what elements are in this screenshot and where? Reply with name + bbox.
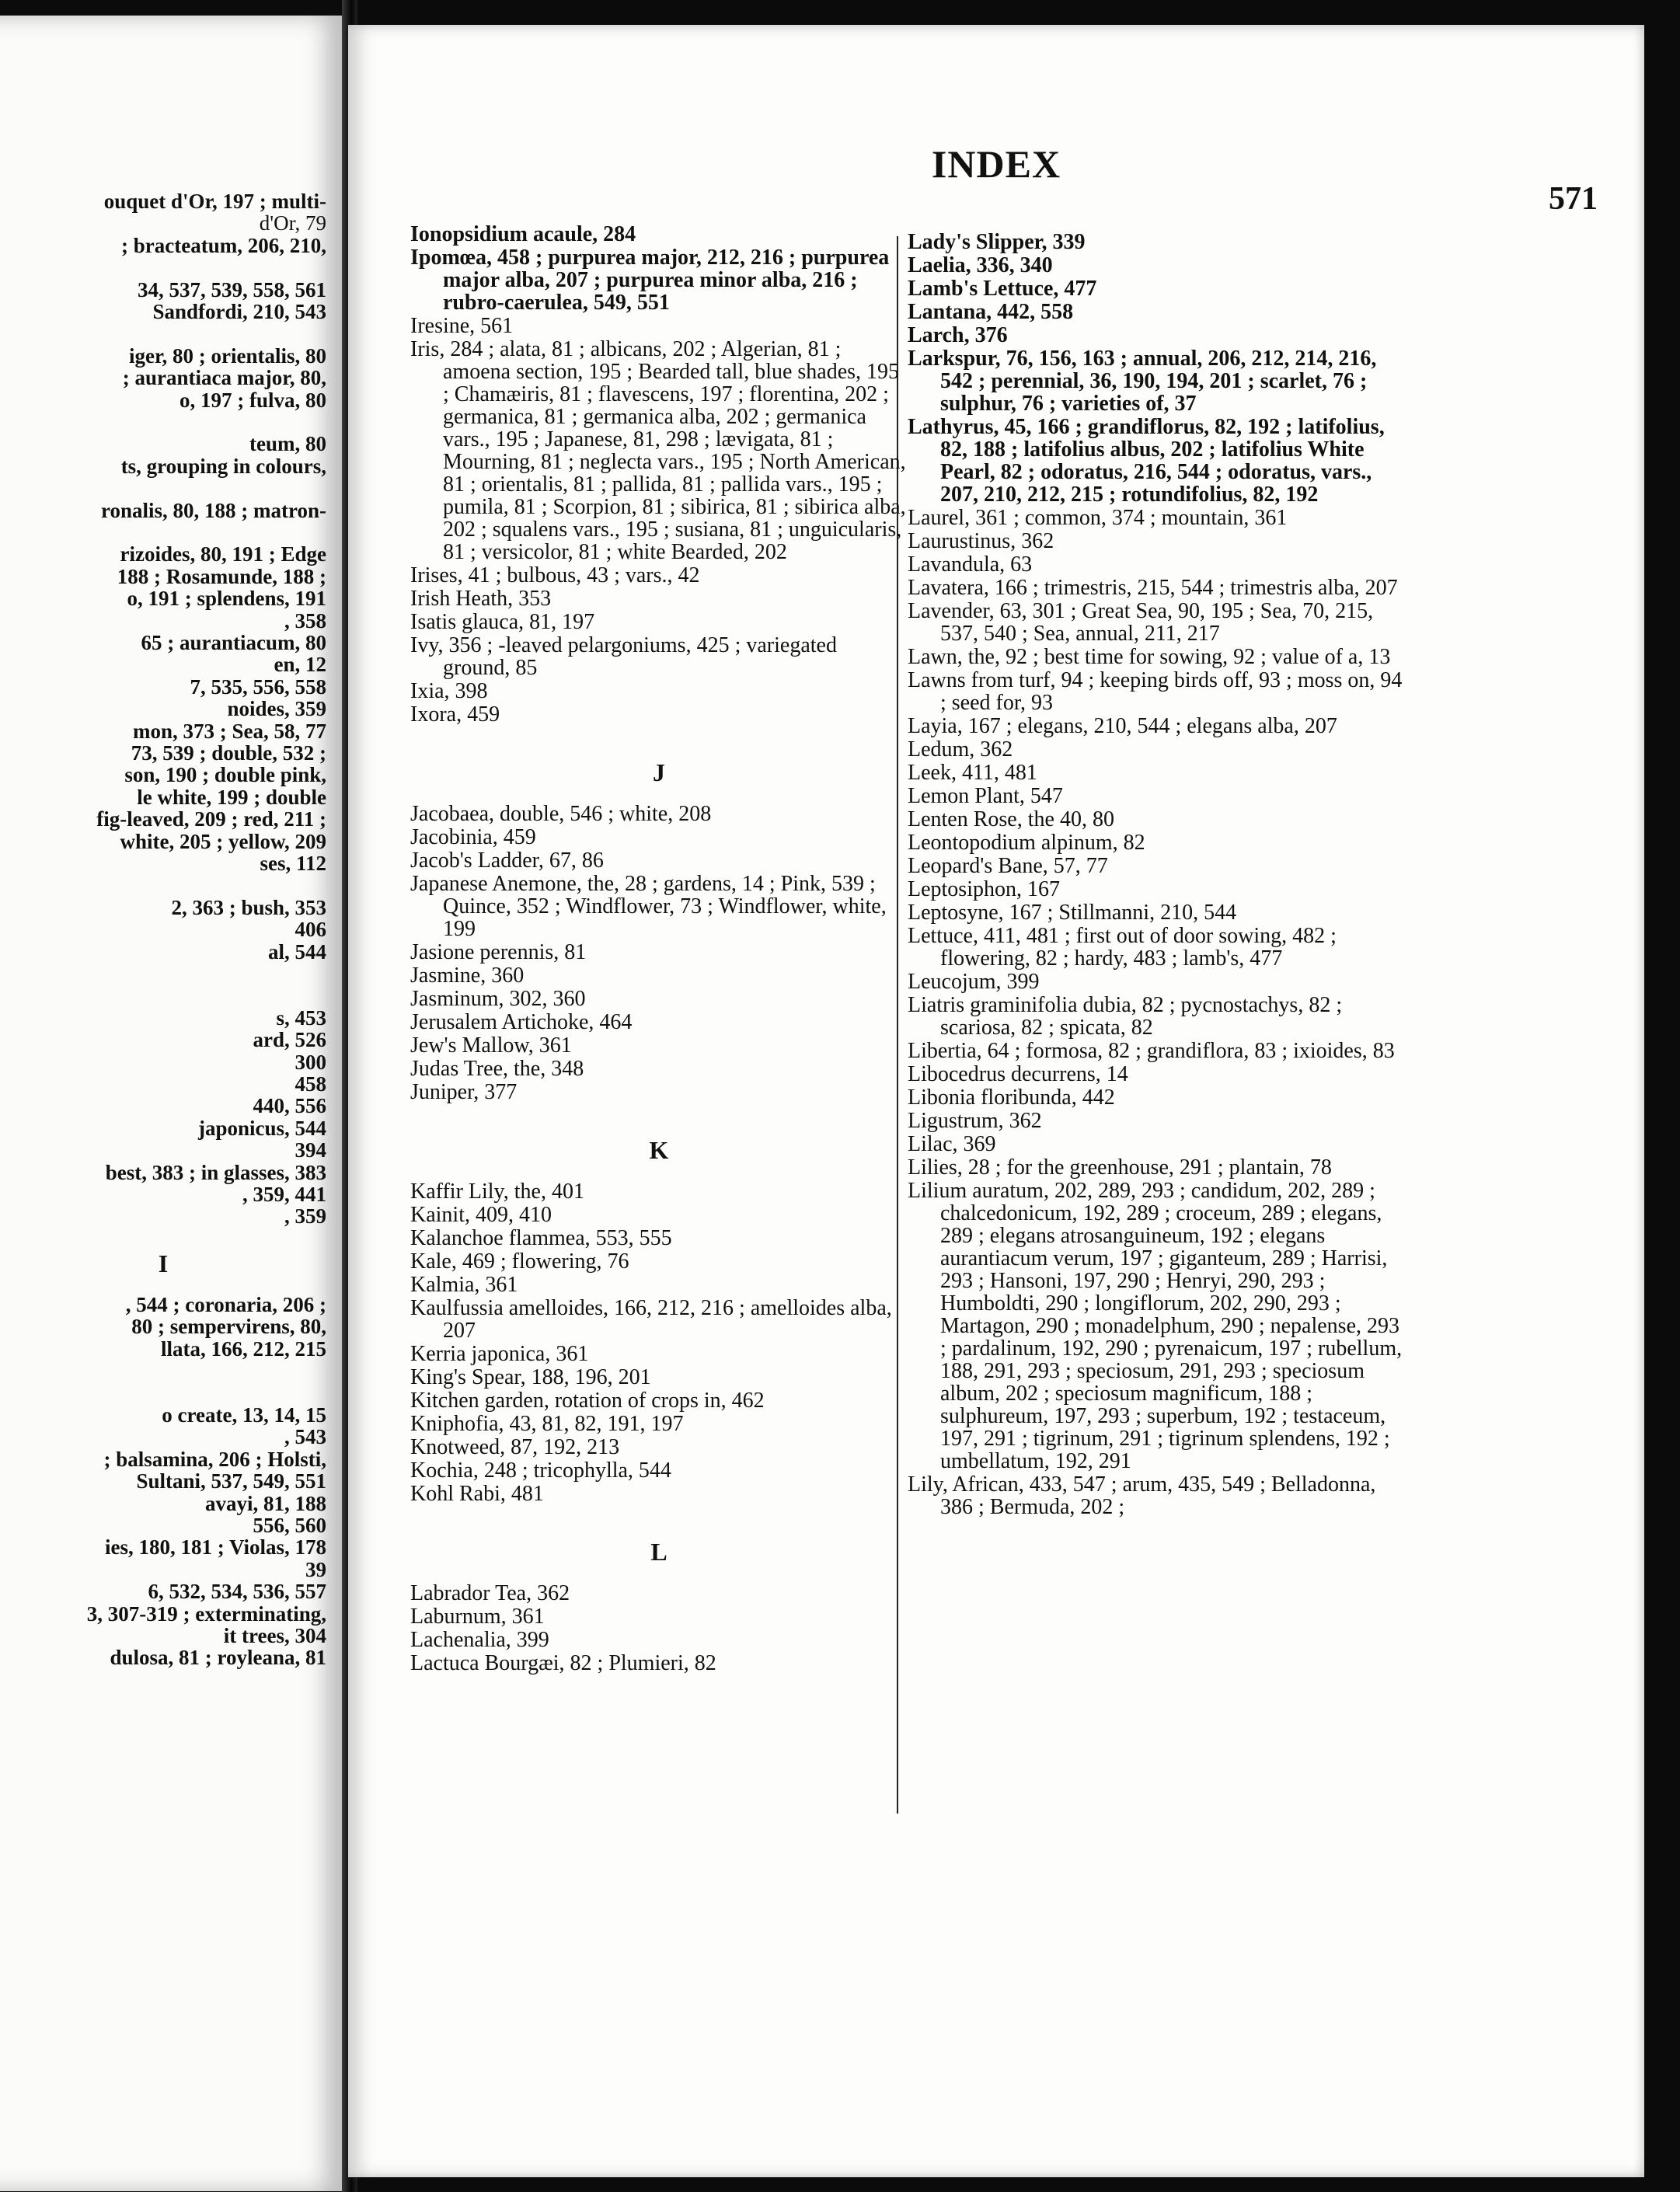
index-entry: Kohl Rabi, 481 — [410, 1482, 544, 1506]
left-page-line: , 359 — [284, 1204, 326, 1228]
index-entry: Ionopsidium acaule, 284 — [410, 222, 636, 246]
index-entry: Laurel, 361 ; common, 374 ; mountain, 361 — [908, 506, 1288, 530]
left-page-line: en, 12 — [274, 653, 326, 677]
left-page-line: le white, 199 ; double — [137, 785, 326, 809]
index-entry: Lactuca Bourgæi, 82 ; Plumieri, 82 — [410, 1651, 716, 1675]
index-entry: Layia, 167 ; elegans, 210, 544 ; elegans alba, 207 — [908, 714, 1337, 738]
left-page-line: ard, 526 — [253, 1028, 326, 1052]
section-letter-l: L — [650, 1538, 667, 1566]
left-page-line: 2, 363 ; bush, 353 — [171, 895, 326, 919]
left-page-line: ies, 180, 181 ; Violas, 178 — [104, 1535, 326, 1559]
index-entry: Libocedrus decurrens, 14 — [908, 1062, 1128, 1086]
left-page-line: o, 191 ; splendens, 191 — [127, 587, 326, 611]
left-page-line: 188 ; Rosamunde, 188 ; — [117, 564, 326, 588]
index-entry: Lemon Plant, 547 — [908, 784, 1063, 808]
section-letter-i: I — [158, 1249, 169, 1278]
index-entry: Jacob's Ladder, 67, 86 — [410, 849, 604, 873]
index-entry: Irises, 41 ; bulbous, 43 ; vars., 42 — [410, 563, 700, 587]
index-entry: Jasminum, 302, 360 — [410, 987, 586, 1011]
right-page — [348, 25, 1644, 2177]
index-entry: Lavender, 63, 301 ; Great Sea, 90, 195 ; Sea, 70, 215, 537, 540 ; Sea, annual, 211, 217 — [908, 599, 1374, 646]
left-page-line: o, 197 ; fulva, 80 — [180, 388, 326, 412]
index-entry: Kaffir Lily, the, 401 — [410, 1180, 584, 1204]
left-page-line: 3, 307-319 ; exterminating, — [86, 1601, 326, 1626]
index-entry: Leptosyne, 167 ; Stillmanni, 210, 544 — [908, 901, 1237, 925]
section-letter-k: K — [649, 1136, 669, 1164]
index-entry: Lilies, 28 ; for the greenhouse, 291 ; plantain, 78 — [908, 1155, 1332, 1180]
index-entry: Isatis glauca, 81, 197 — [410, 610, 595, 634]
index-entry: Jacobinia, 459 — [410, 825, 536, 849]
left-page-line: dulosa, 81 ; royleana, 81 — [110, 1646, 326, 1670]
page-number: 571 — [1549, 181, 1598, 217]
index-entry: Iresine, 561 — [410, 314, 514, 338]
index-entry: Laelia, 336, 340 — [908, 253, 1053, 277]
index-entry: Ivy, 356 ; -leaved pelargoniums, 425 ; variegated ground, 85 — [410, 633, 837, 680]
index-entry: Kerria japonica, 361 — [410, 1342, 589, 1366]
left-page-line: , 544 ; coronaria, 206 ; — [125, 1293, 326, 1316]
index-entry: Leontopodium alpinum, 82 — [908, 831, 1145, 855]
index-entry: Kalanchoe flammea, 553, 555 — [410, 1226, 672, 1250]
left-page-line: mon, 373 ; Sea, 58, 77 — [133, 719, 326, 743]
left-page-line: iger, 80 ; orientalis, 80 — [129, 343, 326, 368]
left-page-line: best, 383 ; in glasses, 383 — [105, 1160, 326, 1184]
index-entry: Kainit, 409, 410 — [410, 1203, 552, 1227]
left-page-line: d'Or, 79 — [259, 211, 326, 235]
left-page-line: 73, 539 ; double, 532 ; — [131, 741, 326, 765]
page-header — [348, 141, 1644, 186]
left-page-line: , 359, 441 — [242, 1183, 326, 1206]
index-entry: Laurustinus, 362 — [908, 529, 1054, 553]
index-entry: Lilac, 369 — [908, 1132, 996, 1156]
index-column-right — [908, 231, 1405, 1519]
left-page-line: 65 ; aurantiacum, 80 — [141, 631, 326, 654]
index-entry: Lantana, 442, 558 — [908, 300, 1074, 324]
left-page-line: noides, 359 — [227, 697, 326, 721]
index-entry: Kochia, 248 ; tricophylla, 544 — [410, 1458, 671, 1483]
left-page-line: Sandfordi, 210, 543 — [152, 300, 326, 323]
left-page-line: 34, 537, 539, 558, 561 — [138, 277, 326, 301]
index-entry: Liatris graminifolia dubia, 82 ; pycnostachys, 82 ; scariosa, 82 ; spicata, 82 — [908, 993, 1343, 1040]
left-page-line: teum, 80 — [249, 432, 326, 456]
left-page-line: 80 ; sempervirens, 80, — [131, 1315, 326, 1339]
index-column-left — [410, 223, 908, 1675]
left-page-line: 556, 560 — [253, 1514, 326, 1537]
left-page-line: s, 453 — [276, 1005, 326, 1030]
left-page-line: it trees, 304 — [223, 1624, 326, 1647]
index-entry: Labrador Tea, 362 — [410, 1581, 570, 1605]
index-entry: Irish Heath, 353 — [410, 587, 552, 611]
left-page-line: llata, 166, 212, 215 — [161, 1336, 326, 1361]
index-entry: Lawns from turf, 94 ; keeping birds off, 93 ; moss on, 94 ; seed for, 93 — [908, 668, 1403, 715]
index-entry: Lilium auratum, 202, 289, 293 ; candidum, 202, 289 ; chalcedonicum, 192, 289 ; croceum, 289 ; elegans, 289 ; elegans atrosanguineum, 192 ; elegans aurantiacum verum, 197 ; giganteum, 289 ; Harrisi, 293 ; Hansoni, 197, 290 ; Henryi, 290, 293 ; Humboldti, 290 ; longiflorum, 202, 290, 293 ; Martagon, 290 ; monadelphum, 290 ; nepalense, 293 ; pardalinum, 192, 290 ; pyrenaicum, 197 ; rubellum, 188, 291, 293 ; speciosum, 291, 293 ; speciosum album, 202 ; speciosum magnificum, 188 ; sulphureum, 197, 293 ; superbum, 192 ; testaceum, 197, 291 ; tigrinum, 291 ; tigrinum splendens, 192 ; umbellatum, 192, 291 — [908, 1179, 1403, 1473]
entries-k — [410, 1180, 908, 1505]
left-page-line: 440, 556 — [253, 1094, 326, 1118]
index-entry: Judas Tree, the, 348 — [410, 1057, 584, 1081]
left-page-line: ses, 112 — [260, 852, 326, 875]
left-page-line: avayi, 81, 188 — [204, 1491, 326, 1515]
left-page-line: 7, 535, 556, 558 — [190, 674, 326, 699]
left-page-line: rizoides, 80, 191 ; Edge — [120, 542, 326, 566]
index-entry: Larkspur, 76, 156, 163 ; annual, 206, 212, 214, 216, 542 ; perennial, 36, 190, 194, 201 ; scarlet, 76 ; sulphur, 76 ; varieties of, 37 — [908, 347, 1377, 416]
left-page-line: 6, 532, 534, 536, 557 — [148, 1580, 326, 1604]
index-entry: Leopard's Bane, 57, 77 — [908, 854, 1108, 878]
left-page-line: ; balsamina, 206 ; Holsti, — [103, 1447, 326, 1471]
index-entry: Lachenalia, 399 — [410, 1628, 549, 1652]
index-entry: Kale, 469 ; flowering, 76 — [410, 1249, 629, 1274]
index-entry: Juniper, 377 — [410, 1080, 518, 1104]
index-entry: Kalmia, 361 — [410, 1273, 518, 1297]
index-entry: Lavandula, 63 — [908, 552, 1033, 577]
left-page-line: ts, grouping in colours, — [120, 454, 326, 478]
index-entry: Knotweed, 87, 192, 213 — [410, 1435, 620, 1459]
index-entry: Lamb's Lettuce, 477 — [908, 277, 1097, 301]
index-entry: Lawn, the, 92 ; best time for sowing, 92 ; value of a, 13 — [908, 645, 1391, 669]
index-entry: Jasmine, 360 — [410, 964, 525, 988]
left-page-line: ouquet d'Or, 197 ; multi- — [103, 190, 326, 213]
index-entry: Lenten Rose, the 40, 80 — [908, 807, 1114, 831]
index-entry: Kaulfussia amelloides, 166, 212, 216 ; amelloides alba, 207 — [410, 1296, 892, 1343]
left-page-line: 406 — [295, 918, 326, 942]
index-entry: Lady's Slipper, 339 — [908, 230, 1086, 254]
left-page-line: Sultani, 537, 549, 551 — [136, 1469, 326, 1493]
index-entry: Leucojum, 399 — [908, 970, 1040, 994]
index-entry: Kniphofia, 43, 81, 82, 191, 197 — [410, 1412, 684, 1436]
index-entry: Ledum, 362 — [908, 737, 1013, 761]
left-page-line: al, 544 — [267, 939, 326, 964]
left-page-line: son, 190 ; double pink, — [124, 763, 326, 787]
index-entry: Libonia floribunda, 442 — [908, 1086, 1115, 1110]
left-page-line: o create, 13, 14, 15 — [162, 1403, 326, 1427]
left-page-line: ; bracteatum, 206, 210, — [121, 233, 326, 257]
left-page-line: 394 — [295, 1138, 326, 1162]
index-entry: Jew's Mallow, 361 — [410, 1033, 572, 1058]
left-page-line: white, 205 ; yellow, 209 — [120, 829, 326, 853]
index-entry: Laburnum, 361 — [410, 1605, 545, 1629]
left-page-line: , 543 — [284, 1425, 326, 1449]
left-page-line: ronalis, 80, 188 ; matron- — [101, 498, 326, 522]
index-entry: Jerusalem Artichoke, 464 — [410, 1010, 633, 1034]
index-entry: Libertia, 64 ; formosa, 82 ; grandiflora, 83 ; ixioides, 83 — [908, 1039, 1395, 1063]
left-page-line: , 358 — [284, 608, 326, 633]
left-page-line: japonicus, 544 — [197, 1116, 326, 1140]
index-entry: Ixora, 459 — [410, 702, 500, 727]
left-page-line: ; aurantiaca major, 80, — [122, 366, 326, 390]
entries-l — [410, 1582, 908, 1674]
left-page-line: 300 — [295, 1050, 326, 1074]
index-entry: Leek, 411, 481 — [908, 761, 1037, 785]
entries-i — [410, 223, 908, 726]
index-entry: Lettuce, 411, 481 ; first out of door sowing, 482 ; flowering, 82 ; hardy, 483 ; lamb's, 477 — [908, 924, 1337, 971]
page-title: INDEX — [931, 142, 1061, 186]
left-page — [0, 16, 342, 2191]
section-letter-j: J — [653, 758, 665, 786]
index-entry: Kitchen garden, rotation of crops in, 462 — [410, 1389, 765, 1413]
index-entry: Ipomœa, 458 ; purpurea major, 212, 216 ; purpurea major alba, 207 ; purpurea minor alba, 216 ; rubro-caerulea, 549, 551 — [410, 246, 890, 315]
index-entry: Ixia, 398 — [410, 679, 488, 703]
index-entry: Larch, 376 — [908, 323, 1008, 347]
index-entry: Lavatera, 166 ; trimestris, 215, 544 ; trimestris alba, 207 — [908, 576, 1398, 600]
left-page-line: fig-leaved, 209 ; red, 211 ; — [96, 807, 326, 831]
left-page-line: 458 — [295, 1072, 326, 1096]
index-entry: King's Spear, 188, 196, 201 — [410, 1365, 651, 1389]
index-entry: Jasione perennis, 81 — [410, 940, 587, 964]
index-entry: Lathyrus, 45, 166 ; grandiflorus, 82, 192 ; latifolius, 82, 188 ; latifolius albus, 202 ; latifolius White Pearl, 82 ; odoratus, 216, 544 ; odoratus, vars., 207, 210, 212, 215 ; rotundifolius, 82, 192 — [908, 415, 1385, 507]
index-entry: Leptosiphon, 167 — [908, 877, 1060, 901]
index-entry: Japanese Anemone, the, 28 ; gardens, 14 ; Pink, 539 ; Quince, 352 ; Windflower, 73 ; Windflower, white, 199 — [410, 872, 887, 941]
index-entry: Iris, 284 ; alata, 81 ; albicans, 202 ; Algerian, 81 ; amoena section, 195 ; Bearded tall, blue shades, 195 ; Chamæiris, 81 ; flavescens, 197 ; florentina, 202 ; germanica, 81 ; germanica alba, 202 ; germanica vars., 195 ; Japanese, 81, 298 ; lævigata, 81 ; Mourning, 81 ; neglecta vars., 195 ; North American, 81 ; orientalis, 81 ; pallida, 81 ; pallida vars., 195 ; pumila, 81 ; Scorpion, 81 ; sibirica, 81 ; sibirica alba, 202 ; squalens vars., 195 ; susiana, 81 ; unguicularis, 81 ; versicolor, 81 ; white Bearded, 202 — [410, 337, 906, 564]
index-entry: Jacobaea, double, 546 ; white, 208 — [410, 802, 712, 826]
left-page-line: 39 — [305, 1557, 326, 1581]
index-entry: Ligustrum, 362 — [908, 1109, 1042, 1133]
index-entry: Lily, African, 433, 547 ; arum, 435, 549 ; Belladonna, 386 ; Bermuda, 202 ; — [908, 1472, 1376, 1519]
entries-j — [410, 803, 908, 1103]
